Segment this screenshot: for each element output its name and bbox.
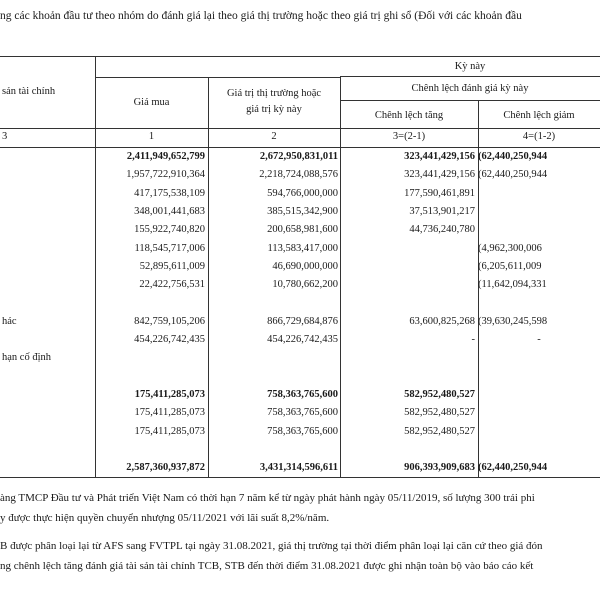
table-top-border <box>0 56 600 57</box>
table-cell-gia-mua: 175,411,285,073 <box>134 388 205 400</box>
table-cell-gia-mua: 52,895,611,009 <box>139 260 205 272</box>
table-cell-gia-mua: 842,759,105,206 <box>134 315 205 327</box>
table-cell-gia-tri: 2,672,950,831,011 <box>259 151 338 162</box>
header-gia-tri-line1: Giá trị thị trường hoặc <box>226 88 322 99</box>
table-cell-label: hạn cố định <box>2 352 51 364</box>
header-bottom-border <box>0 128 600 129</box>
index-cell: 4=(1-2) <box>522 131 556 142</box>
footnote-line: àng TMCP Đầu tư và Phát triển Việt Nam có thời hạn 7 năm kể từ ngày phát hành ngày 05/11/2019, số lượng 300 trái phi <box>0 492 535 504</box>
table-cell-tang: 37,513,901,217 <box>409 205 475 217</box>
table-cell-gia-mua: 1,957,722,910,364 <box>126 169 205 181</box>
table-cell-gia-tri: 866,729,684,876 <box>267 315 338 327</box>
index-cell: 1 <box>148 131 155 142</box>
table-cell-gia-mua: 454,226,742,435 <box>134 334 205 345</box>
table-cell-tang: 177,590,461,891 <box>404 187 475 199</box>
header-divider <box>95 77 340 78</box>
table-cell-gia-mua: 175,411,285,073 <box>134 407 205 419</box>
table-cell-tang: 582,952,480,527 <box>404 407 475 419</box>
table-cell-giam: (6,205,611,009 <box>478 260 542 272</box>
table-cell-gia-mua: 22,422,756,531 <box>139 279 205 291</box>
table-cell-label: hác <box>2 315 17 327</box>
index-row-border <box>0 147 600 148</box>
table-cell-gia-mua: 155,922,740,820 <box>134 224 205 236</box>
table-bottom-border <box>0 477 600 478</box>
table-cell-gia-tri: 3,431,314,596,611 <box>259 462 338 474</box>
table-cell-tang: 582,952,480,527 <box>404 425 475 437</box>
table-cell-giam: (11,642,094,331 <box>478 279 547 291</box>
table-cell-giam: (4,962,300,006 <box>478 242 542 254</box>
header-chenh-lech: Chênh lệch đánh giá kỳ này <box>411 83 529 94</box>
table-cell-gia-mua: 118,545,717,006 <box>134 242 205 254</box>
header-chenh-lech-giam: Chênh lệch giảm <box>503 110 575 121</box>
table-cell-gia-tri: 594,766,000,000 <box>267 187 338 199</box>
table-cell-giam: - <box>537 334 541 345</box>
footnote-line: y được thực hiện quyền chuyển nhượng 05/11/2021 với lãi suất 8,2%/năm. <box>0 512 330 524</box>
header-col0: sản tài chính <box>2 86 56 97</box>
table-cell-gia-mua: 175,411,285,073 <box>134 425 205 437</box>
table-cell-gia-mua: 348,001,441,683 <box>134 205 205 217</box>
table-cell-gia-mua: 2,411,949,652,799 <box>126 151 205 162</box>
footnote-line: B được phân loại lại từ AFS sang FVTPL tại ngày 31.08.2021, giá thị trường tại thời điểm phân loại lại căn cứ theo giá đón <box>0 540 543 552</box>
table-cell-tang: 63,600,825,268 <box>409 315 475 327</box>
table-cell-gia-tri: 758,363,765,600 <box>267 425 338 437</box>
table-cell-gia-mua: 417,175,538,109 <box>134 187 205 199</box>
table-cell-tang: 906,393,909,683 <box>404 462 475 474</box>
table-cell-giam: (62,440,250,944 <box>478 169 548 181</box>
table-cell-tang: 44,736,240,780 <box>409 224 475 236</box>
table-cell-giam: (62,440,250,944 <box>478 151 548 162</box>
table-cell-gia-tri: 200,658,981,600 <box>267 224 338 236</box>
table-cell-gia-mua: 2,587,360,937,872 <box>126 462 205 474</box>
table-cell-giam: (62,440,250,944 <box>478 462 548 474</box>
table-cell-tang: 323,441,429,156 <box>404 151 475 162</box>
section-heading: ng các khoản đầu tư theo nhóm do đánh giá lại theo giá thị trường hoặc theo giá trị ghi sổ (Đối với các khoản đầu <box>0 10 522 22</box>
table-cell-gia-tri: 10,780,662,200 <box>272 279 338 291</box>
header-gia-tri-line2: giá trị kỳ này <box>246 104 302 115</box>
table-cell-gia-tri: 758,363,765,600 <box>267 407 338 419</box>
table-cell-tang: - <box>471 334 475 345</box>
header-chenh-lech-tang: Chênh lệch tăng <box>374 110 444 121</box>
header-divider <box>340 100 600 101</box>
header-divider <box>340 76 600 77</box>
table-cell-gia-tri: 454,226,742,435 <box>267 334 338 345</box>
table-cell-gia-tri: 2,218,724,088,576 <box>259 169 338 181</box>
table-cell-gia-tri: 385,515,342,900 <box>267 205 338 217</box>
index-cell: 2 <box>271 131 277 142</box>
table-cell-tang: 582,952,480,527 <box>404 388 475 400</box>
table-cell-gia-tri: 758,363,765,600 <box>267 388 338 400</box>
index-cell: 3 <box>2 131 8 142</box>
table-cell-tang: 323,441,429,156 <box>404 169 475 181</box>
header-ky-nay: Kỳ này <box>454 61 486 72</box>
header-gia-mua: Giá mua <box>133 97 170 108</box>
footnote-line: ng chênh lệch tăng đánh giá tài sản tài chính TCB, STB đến thời điểm 31.08.2021 được ghi nhận toàn bộ vào báo cáo kết <box>0 560 534 572</box>
table-cell-gia-tri: 113,583,417,000 <box>267 242 338 254</box>
table-cell-gia-tri: 46,690,000,000 <box>272 260 338 272</box>
table-cell-giam: (39,630,245,598 <box>478 315 548 327</box>
index-cell: 3=(2-1) <box>392 131 426 142</box>
